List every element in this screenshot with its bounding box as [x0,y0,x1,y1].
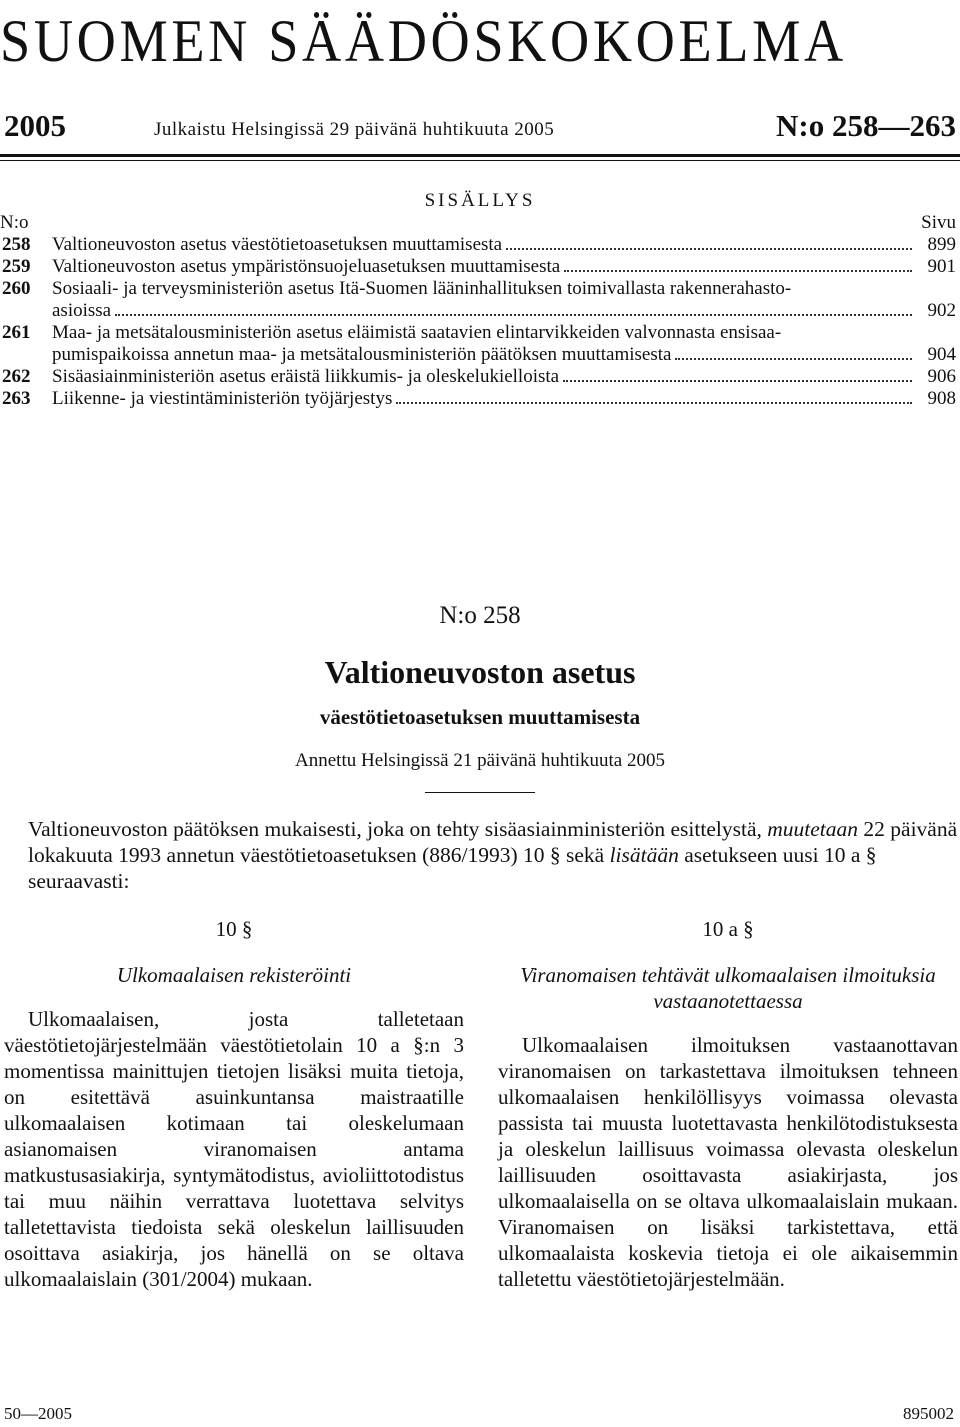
section-column-right [498,910,958,1292]
page-footer [0,1404,960,1426]
toc-leader-dots [506,248,912,250]
toc-item[interactable] [0,366,956,388]
toc-leader-dots [563,380,912,382]
toc-item-number: 262 [2,366,31,387]
toc-item[interactable] [0,388,956,410]
section-body: Ulkomaalaisen, josta talletetaan väestötietojärjestelmään väestötietolain 10 a §:n 3 momentissa mainittujen tietojen lisäksi muita tietoja, on esitettävä asuinkuntansa maistraatille ulkomaalaisen kotimaan tai oleskelumaan asianomaisen viranomaisen antama matkustusasiakirja, syntymätodistus, avioliittotodistus tai muu näihin verrattava luotettava selvitys talletettavista tiedoista sekä oleskelun laillisuuden osoittava asiakirja, jos hänellä on se oltava ulkomaalaislain (301/2004) mukaan. [4,1007,464,1291]
table-of-contents [0,234,956,410]
toc-item-title-line2: asioissa [52,300,112,321]
toc-col-number-label: N:o [0,212,29,233]
toc-leader-dots [675,358,912,360]
issue-numbers: N:o 258—263 [776,108,956,143]
toc-leader-dots [564,270,912,272]
preamble-text-1: Valtioneuvoston päätöksen mukaisesti, joka on tehty sisäasiainministeriön esittelystä, [28,817,762,841]
section-body: Ulkomaalaisen ilmoituksen vastaanottavan viranomaisen on tarkastettava ilmoituksen tehneen ulkomaalaisen henkilöllisyys voimassa olevasta passista tai muusta luotettavasta henkilötodistuksesta ja oleskelun laillisuus voimassa olevasta oleskelun laillisuuden osoittavasta asiakirjasta, jos ulkomaalaisella on se oltava ulkomaalaislain mukaan. Viranomaisen on lisäksi tarkistettava, että ulkomaalaista koskevia tietoja ei ole aikaisemmin talletettu väestötietojärjestelmään. [498,1033,958,1291]
preamble-text-2: 22 päivänä lokakuuta 1993 annetun väestötietoasetuksen (886/1993) 10 § sekä [28,817,958,867]
header-rule-thin [0,160,960,161]
act-date: Annettu Helsingissä 21 päivänä huhtikuuta 2005 [295,750,665,771]
issue-year: 2005 [4,108,66,143]
toc-item-title: Valtioneuvoston asetus ympäristönsuojeluasetuksen muuttamisesta [52,256,561,277]
toc-item-page: 899 [927,234,956,255]
toc-item-title: Sisäasiainministeriön asetus eräistä liikkumis- ja oleskelukielloista [52,366,560,387]
toc-item[interactable] [0,278,956,322]
act-number: N:o 258 [439,602,521,629]
section-column-left [4,910,464,1292]
footer-left: 50—2005 [4,1404,72,1423]
preamble-text-3: asetukseen uusi 10 a § seuraavasti: [28,843,877,893]
toc-title: SISÄLLYS [424,190,536,211]
section-number: 10 § [215,917,253,941]
toc-item-title-line1: Maa- ja metsätalousministeriön asetus eläimistä saatavien elintarvikkeiden valvonnasta ensisaa- [52,322,782,343]
toc-item-number: 259 [2,256,31,277]
toc-col-page-label: Sivu [921,212,956,233]
header-rule-thick [0,154,960,157]
section-number: 10 a § [702,917,754,941]
preamble-verb-amend: muutetaan [767,817,859,841]
preamble-verb-add: lisätään [609,843,679,867]
toc-leader-dots [115,314,912,316]
act-subtitle: väestötietoasetuksen muuttamisesta [319,705,641,729]
toc-item-page: 902 [927,300,956,321]
toc-item-number: 263 [2,388,31,409]
publication-date: Julkaistu Helsingissä 29 päivänä huhtikuuta 2005 [154,119,555,140]
act-title: Valtioneuvoston asetus [324,654,636,690]
toc-item-number: 260 [2,278,31,299]
toc-item-title-line2: pumispaikoissa annetun maa- ja metsätalousministeriön päätöksen muuttamisesta [52,344,672,365]
toc-item-title: Liikenne- ja viestintäministeriön työjärjestys [52,388,393,409]
toc-item-number: 258 [2,234,31,255]
toc-headers [0,212,960,234]
toc-item[interactable] [0,234,956,256]
toc-leader-dots [396,402,912,404]
toc-item-page: 906 [927,366,956,387]
title-divider [425,792,535,793]
toc-item[interactable] [0,322,956,366]
masthead-title: SUOMEN SÄÄDÖSKOKOELMA [0,8,847,74]
toc-item-page: 908 [927,388,956,409]
toc-item[interactable] [0,256,956,278]
toc-item-title-line1: Sosiaali- ja terveysministeriön asetus Itä-Suomen lääninhallituksen toimivallasta rakennerahasto- [52,278,792,299]
toc-item-number: 261 [2,322,31,343]
footer-right: 895002 [903,1404,954,1423]
toc-item-page: 904 [927,344,956,365]
section-heading: Ulkomaalaisen rekisteröinti [116,963,352,987]
issue-row [0,108,960,148]
toc-item-page: 901 [927,256,956,277]
preamble [28,816,958,894]
toc-item-title: Valtioneuvoston asetus väestötietoasetuksen muuttamisesta [52,234,503,255]
section-heading: Viranomaisen tehtävät ulkomaalaisen ilmoituksia vastaanotettaessa [520,963,936,1013]
